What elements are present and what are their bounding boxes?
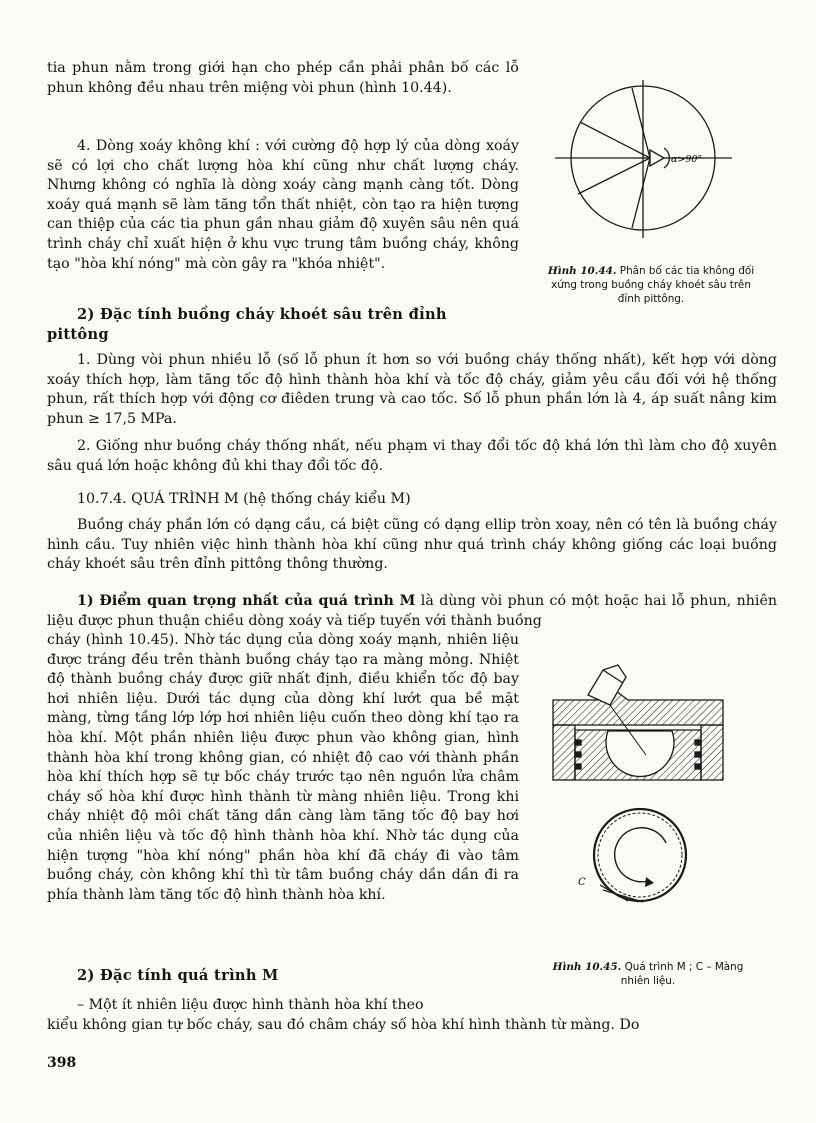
- paragraph-m-process-cont: kiểu không gian tự bốc cháy, sau đó châm cháy số hòa khí hình thành từ màng. Do: [47, 1017, 640, 1033]
- figure-10-44-label: Hình 10.44.: [547, 265, 617, 277]
- heading-line-2: pittông: [47, 326, 109, 343]
- ring-left-2: [575, 752, 581, 757]
- heading-m-process-text: 2) Đặc tính quá trình M: [77, 967, 279, 984]
- swirl-arrow-head: [645, 877, 654, 887]
- figure-10-45-label: Hình 10.45.: [552, 961, 622, 973]
- figure-10-45-caption: [548, 960, 748, 988]
- paragraph-air-swirl: 4. Dòng xoáy không khí : với cường độ hợp lý của dòng xoáy sẽ có lợi cho chất lượng hòa khí cũng như chất lượng cháy. Nhưng không có nghĩa là dòng xoáy càng mạnh càng tốt. Dòng xoáy quá mạnh sẽ làm tăng tổn thất nhiệt, còn tạo ra hiện tượng can thiệp của các tia phun gần nhau giảm độ xuyên sâu nên quá trình cháy chỉ xuất hiện ở khu vực trung tâm buồng cháy, không tạo "hòa khí nóng" mà còn gây ra "khóa nhiệt".: [47, 138, 519, 272]
- figure-10-45-text: Quá trình M ; C – Màng nhiên liệu.: [620, 961, 744, 987]
- paragraph-continuation: tia phun nằm trong giới hạn cho phép cần phải phân bố các lỗ phun không đều nhau trên miệng vòi phun (hình 10.44).: [47, 60, 519, 96]
- spray-ray-3: [632, 88, 650, 158]
- heading-deep-bowl-characteristics-cont: [47, 325, 109, 345]
- ring-right-1: [695, 740, 701, 745]
- fuel-film: [598, 813, 682, 897]
- fuel-jet-top-2: [600, 885, 628, 901]
- paragraph-uniform-chamber: 2. Giống như buồng cháy thống nhất, nếu phạm vi thay đổi tốc độ khá lớn thì làm cho độ xuyên sâu quá lớn hoặc không đủ khi thay đổi tốc độ.: [47, 438, 777, 474]
- key-point-text: là dùng vòi phun có một hoặc hai lỗ phun, nhiên liệu được phun thuận chiều dòng xoáy và tiếp tuyến với thành buồng: [47, 593, 777, 629]
- figure-10-44-caption: [545, 264, 757, 306]
- cylinder-head: [553, 685, 723, 725]
- heading-deep-bowl-characteristics: [77, 305, 527, 325]
- ring-left-1: [575, 740, 581, 745]
- top-view-chamber: [594, 809, 686, 901]
- heading-line-1: 2) Đặc tính buồng cháy khoét sâu trên đỉnh: [77, 306, 447, 323]
- paragraph-m-process-start: – Một ít nhiên liệu được hình thành hòa khí theo: [77, 997, 424, 1013]
- spray-ray-1: [580, 122, 650, 158]
- ring-right-2: [695, 752, 701, 757]
- ring-left-3: [575, 764, 581, 769]
- section-title-m-process: 10.7.4. QUÁ TRÌNH M (hệ thống cháy kiểu M): [77, 491, 411, 507]
- page-number: 398: [47, 1055, 77, 1071]
- cylinder-wall-right: [701, 725, 723, 780]
- paragraph-chamber-shape: Buồng cháy phần lớn có dạng cầu, cá biệt cũng có dạng ellip tròn xoay, nên có tên là buồng cháy hình cầu. Tuy nhiên việc hình thành hòa khí cũng như quá trình cháy không giống các loại buồng cháy khoét sâu trên đỉnh pittông thông thường.: [47, 517, 777, 573]
- figure-10-45-diagram: [548, 655, 728, 905]
- film-label: C: [578, 877, 586, 888]
- spray-ray-4: [632, 158, 650, 228]
- ring-right-3: [695, 764, 701, 769]
- cylinder-wall-left: [553, 725, 575, 780]
- nozzle-tip: [650, 150, 664, 166]
- key-point-bold: 1) Điểm quan trọng nhất của quá trình M: [77, 593, 416, 609]
- paragraph-key-point: [47, 592, 777, 631]
- heading-m-process-characteristics: [77, 966, 279, 986]
- paragraph-multi-hole-nozzle: 1. Dùng vòi phun nhiều lỗ (số lỗ phun ít hơn so với buồng cháy thống nhất), kết hợp với dòng xoáy thích hợp, làm tăng tốc độ hình thành hòa khí và tốc độ cháy, giảm yêu cầu đối với hệ thống phun, rất thích hợp với động cơ điêden trung và cao tốc. Số lỗ phun phần lớn là 4, áp suất nâng kim phun ≥ 17,5 MPa.: [47, 352, 777, 427]
- paragraph-key-point-cont: cháy (hình 10.45). Nhờ tác dụng của dòng xoáy mạnh, nhiên liệu được tráng đều trên thành buồng cháy tạo ra màng mỏng. Nhiệt độ thành buồng cháy được giữ nhất định, điều khiển tốc độ bay hơi nhiên liệu. Dưới tác dụng của dòng khí lướt qua bề mặt màng, từng tầng lớp lớp hơi nhiên liệu cuốn theo dòng khí tạo ra hòa khí. Một phần nhiên liệu được phun vào không gian, hình thành hòa khí trong không gian, có nhiệt độ cao với thành phần hòa khí thích hợp sẽ tự bốc cháy trước tạo nên nguồn lửa châm cháy số hòa khí được hình thành từ màng nhiên liệu. Trong khi cháy nhiệt độ môi chất tăng dần càng làm tăng tốc độ bay hơi của nhiên liệu và tốc độ hình thành hòa khí. Nhờ tác dụng của hiện tượng "hòa khí nóng" phần hòa khí đã cháy đi vào tâm buồng cháy, còn không khí thì từ tâm buồng cháy dần dần đi ra phía thành làm tăng tốc độ hình thành hòa khí.: [47, 632, 519, 903]
- fuel-jet-top: [603, 890, 643, 902]
- angle-label: α>90°: [671, 154, 703, 165]
- figure-10-44-text: Phân bố các tia không đối xứng trong buồng cháy khoét sâu trên đỉnh pittông.: [551, 265, 755, 305]
- figure-10-44-diagram: [550, 70, 740, 240]
- spray-ray-2: [578, 158, 650, 194]
- swirl-arrow: [615, 828, 666, 882]
